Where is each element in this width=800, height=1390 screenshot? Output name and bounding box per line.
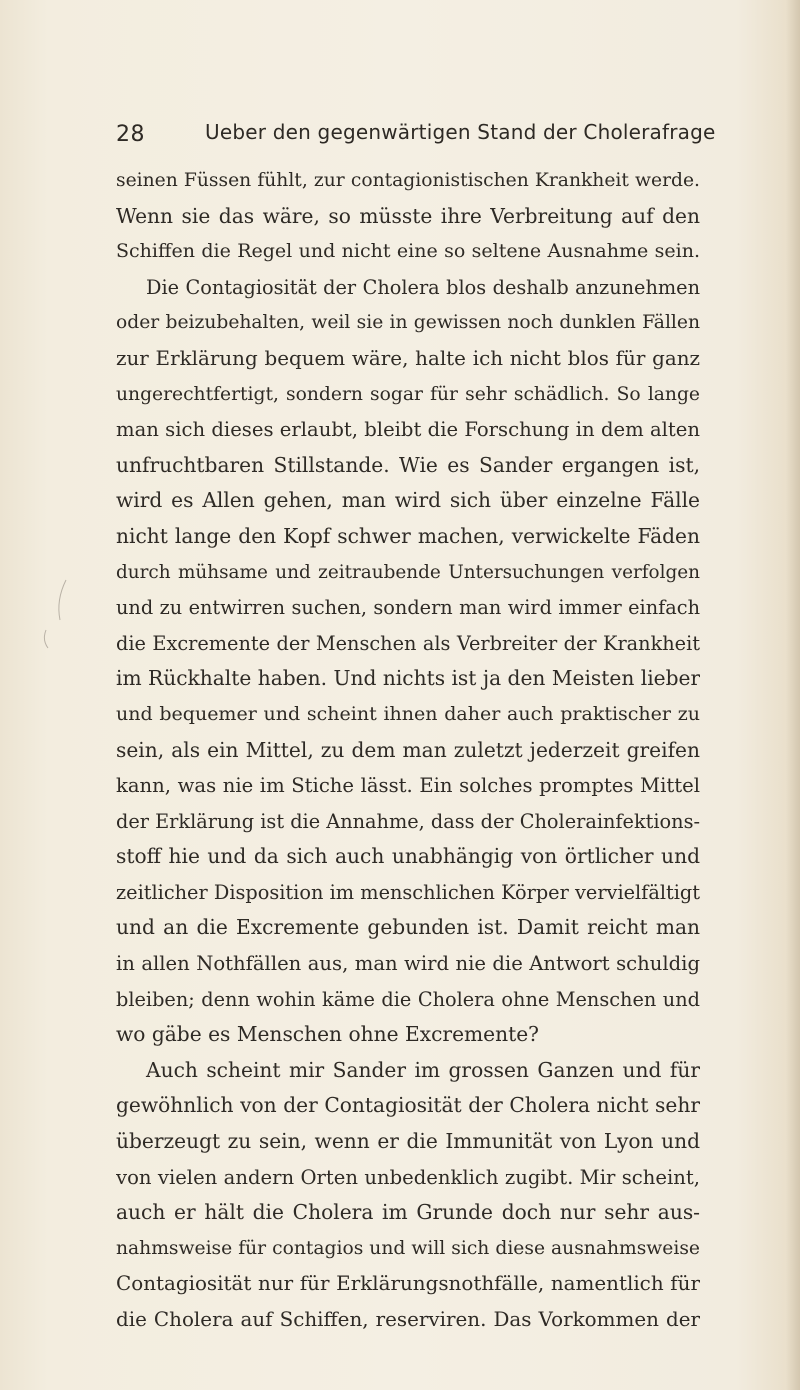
text-line: nicht lange den Kopf schwer machen, verwickelte Fäden — [116, 523, 700, 548]
text-line: und zu entwirren suchen, sondern man wird immer einfach — [116, 596, 700, 620]
body-text — [116, 163, 700, 1338]
margin-pencil-marks — [26, 570, 86, 730]
text-line: man sich dieses erlaubt, bleibt die Forschung in dem alten — [116, 418, 700, 442]
text-line: Wenn sie das wäre, so müsste ihre Verbreitung auf den — [116, 203, 700, 228]
text-line: zeitlicher Disposition im menschlichen Körper vervielfältigt — [116, 880, 700, 904]
text-line: durch mühsame und zeitraubende Untersuchungen verfolgen — [116, 561, 700, 583]
text-line: zur Erklärung bequem wäre, halte ich nicht blos für ganz — [116, 346, 700, 370]
page-edge-shadow — [786, 0, 800, 1390]
text-line: seinen Füssen fühlt, zur contagionistischen Krankheit werde. — [116, 170, 700, 191]
text-line: Die Contagiosität der Cholera blos deshalb anzunehmen — [146, 275, 700, 299]
text-line: überzeugt zu sein, wenn er die Immunität von Lyon und — [116, 1129, 700, 1154]
text-line: stoff hie und da sich auch unabhängig von örtlicher und — [116, 844, 700, 869]
text-line: Schiffen die Regel und nicht eine so seltene Ausnahme sein. — [116, 240, 700, 263]
text-line: wird es Allen gehen, man wird sich über einzelne Fälle — [116, 488, 700, 513]
text-line: und an die Excremente gebunden ist. Damit reicht man — [116, 915, 700, 940]
text-line: die Excremente der Menschen als Verbreiter der Krankheit — [116, 631, 700, 655]
text-line: bleiben; denn wohin käme die Cholera ohne Menschen und — [116, 987, 700, 1011]
text-line: der Erklärung ist die Annahme, dass der Cholerainfektions- — [116, 809, 700, 833]
text-line: nahmsweise für contagios und will sich diese ausnahmsweise — [116, 1237, 700, 1259]
running-title: Ueber den gegenwärtigen Stand der Cholerafrage — [205, 120, 716, 144]
text-line: in allen Nothfällen aus, man wird nie die Antwort schuldig — [116, 952, 700, 976]
text-line: und bequemer und scheint ihnen daher auch praktischer zu — [116, 702, 700, 725]
text-line: von vielen andern Orten unbedenklich zugibt. Mir scheint, — [116, 1165, 700, 1189]
text-line: die Cholera auf Schiffen, reserviren. Das Vorkommen der — [116, 1308, 700, 1331]
text-line: unfruchtbaren Stillstande. Wie es Sander ergangen ist, — [116, 452, 700, 477]
text-line: auch er hält die Cholera im Grunde doch nur sehr aus- — [116, 1200, 700, 1225]
page-number: 28 — [116, 122, 145, 147]
text-line: Contagiosität nur für Erklärungsnothfälle, namentlich für — [116, 1272, 700, 1296]
text-line: kann, was nie im Stiche lässt. Ein solches promptes Mittel — [116, 774, 700, 798]
text-line: ungerechtfertigt, sondern sogar für sehr schädlich. So lange — [116, 383, 700, 405]
text-line: wo gäbe es Menschen ohne Excremente? — [116, 1022, 539, 1047]
text-line: im Rückhalte haben. Und nichts ist ja den Meisten lieber — [116, 666, 700, 691]
text-line: gewöhnlich von der Contagiosität der Cholera nicht sehr — [116, 1093, 700, 1118]
text-line: oder beizubehalten, weil sie in gewissen noch dunklen Fällen — [116, 312, 700, 334]
page-header — [0, 116, 800, 156]
text-line: sein, als ein Mittel, zu dem man zuletzt jederzeit greifen — [116, 737, 700, 762]
text-line: Auch scheint mir Sander im grossen Ganzen und für — [146, 1057, 700, 1082]
